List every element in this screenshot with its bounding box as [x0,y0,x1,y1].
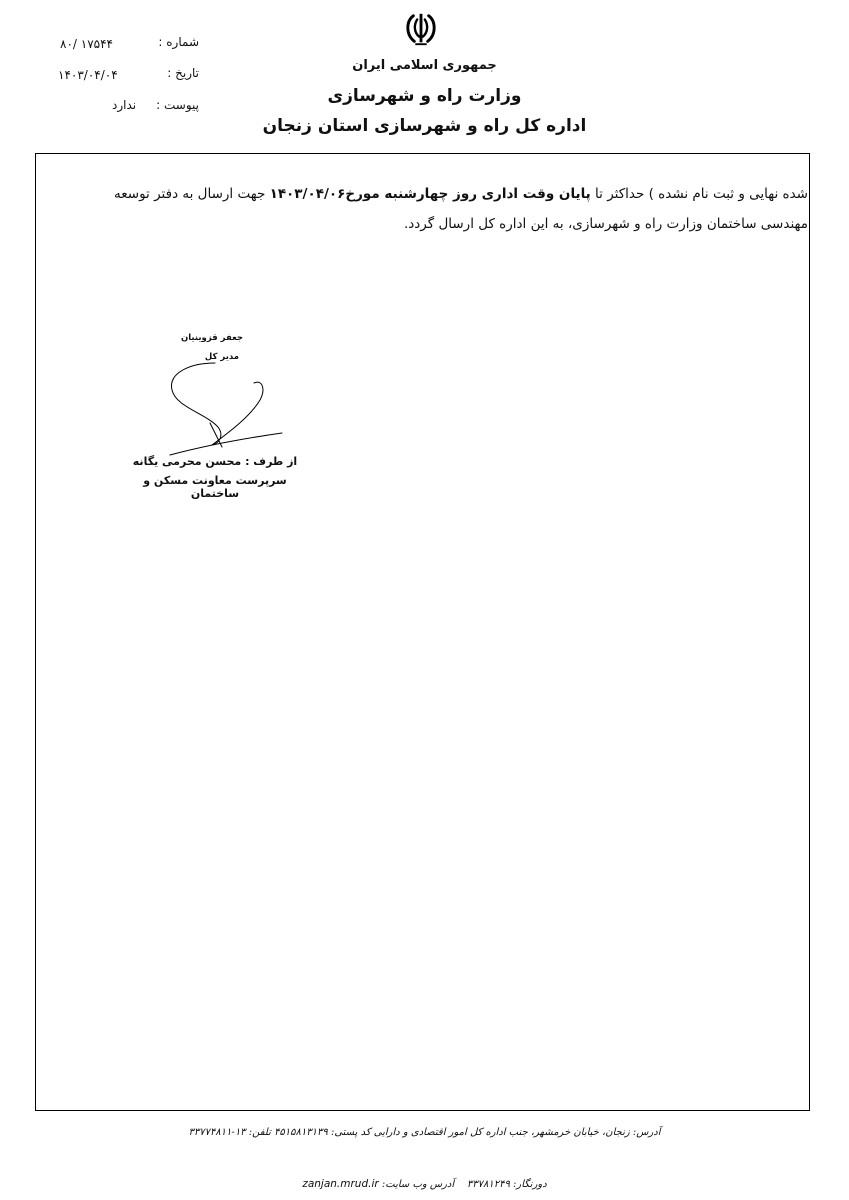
letter-body-frame [35,153,810,1111]
on-behalf-of: از طرف : محسن محرمی یگانه [132,455,298,468]
footer-fax: دورنگار: ۳۳۷۸۱۲۴۹ [466,1179,547,1190]
date-label: تاریخ : [167,66,199,80]
attachment-value: ندارد [112,98,137,112]
body-line-1-text-b: جهت ارسال به دفتر توسعه [114,186,270,202]
header-country: جمهوری اسلامی ایران [352,58,497,73]
body-line-1-text-a: شده نهایی و ثبت نام نشده ) حداکثر تا [590,186,808,202]
iran-emblem-icon [402,10,440,48]
footer-address: آدرس: زنجان، خیابان خرمشهر، جنب اداره کل امور اقتصادی و دارایی کد پستی: ۴۵۱۵۸۱۳۱۳۹ تلفن: ۱۳-۳۳۷۷۴۸۱۱ [188,1127,661,1138]
signatory-name: جعفر قزوینیان [180,333,243,343]
handwritten-signature [150,355,290,470]
deadline-text: پایان وقت اداری روز چهارشنبه مورخ۱۴۰۳/۰۴/۰۶ [269,186,591,202]
date-value: ۱۴۰۳/۰۴/۰۴ [58,68,118,82]
footer-site-label: آدرس وب سایت: [381,1179,455,1190]
number-value: ۸۰/ ۱۷۵۴۴ [60,37,113,51]
body-line-2: مهندسی ساختمان وزارت راه و شهرسازی، به این اداره کل ارسال گردد. [403,216,808,232]
attachment-label: پیوست : [156,98,199,112]
footer-web [0,1178,849,1190]
signatory-title: مدیر کل [204,352,240,362]
on-behalf-of-role: سرپرست معاونت مسکن و ساختمان [143,474,287,500]
footer-site-link[interactable]: zanjan.mrud.ir [302,1178,379,1190]
header-ministry: وزارت راه و شهرسازی [327,86,522,106]
number-label: شماره : [158,35,199,49]
body-line-1 [33,186,808,202]
header-department: اداره کل راه و شهرسازی استان زنجان [262,116,587,136]
